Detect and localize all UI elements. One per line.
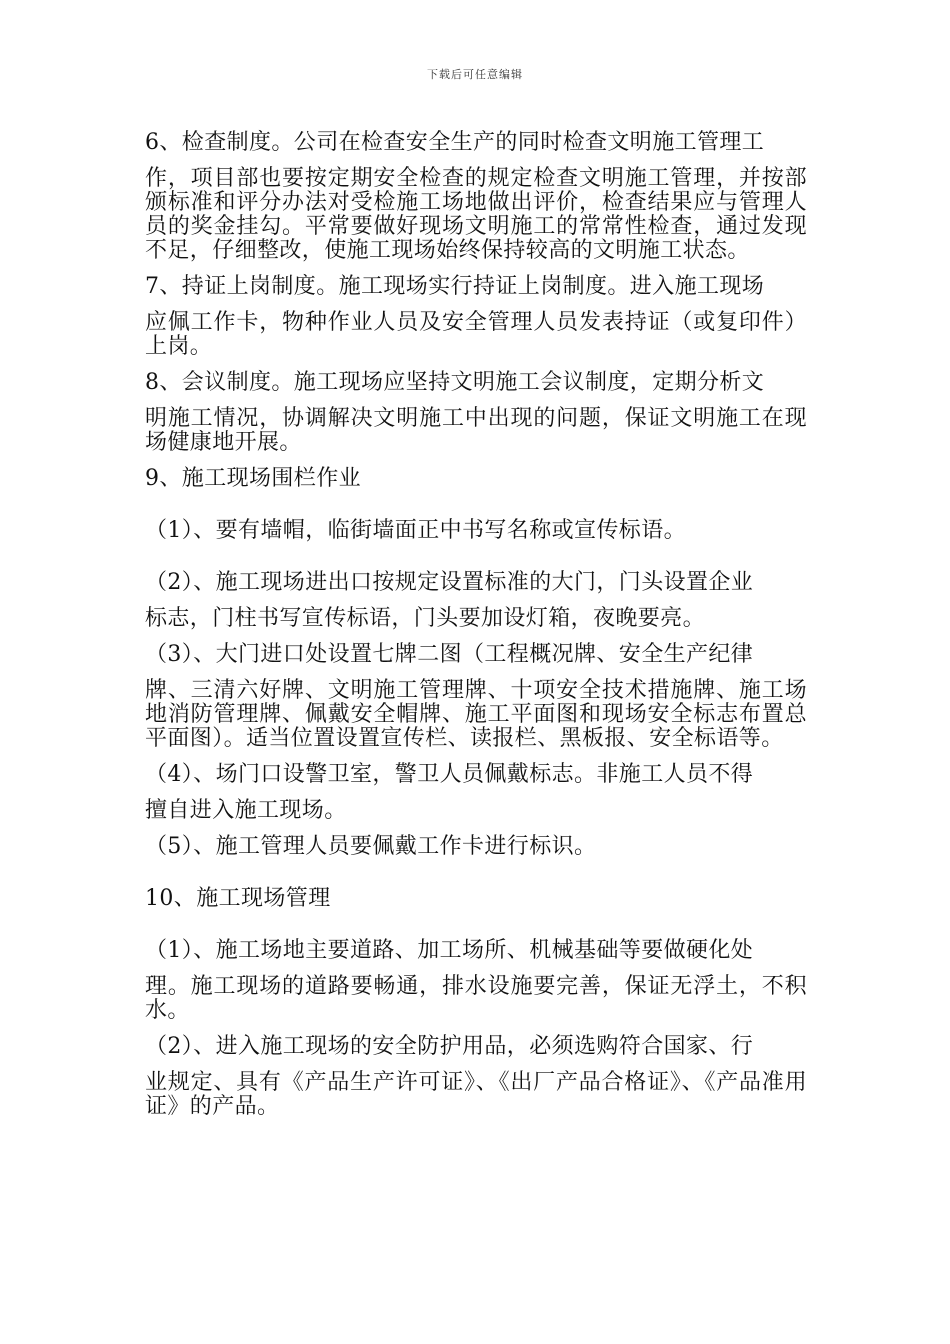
paragraph-first-line: （2）、进入施工现场的安全防护用品，必须选购符合国家、行 [145,1034,754,1059]
list-item-fence-4 [145,763,807,823]
paragraph-body: 牌、三清六好牌、文明施工管理牌、十项安全技术措施牌、施工场地消防管理牌、佩戴安全帽牌、施工平面图和现场安全标志布置总平面图）。适当位置设置宣传栏、读报栏、黑板报、安全标语等。 [145,678,807,751]
paragraph-first-line: 6、检查制度。公司在检查安全生产的同时检查文明施工管理工 [145,130,765,155]
paragraph-body: 业规定、具有《产品生产许可证》、《出厂产品合格证》、《产品准用证》的产品。 [145,1070,807,1119]
paragraph-first-line: （1）、施工场地主要道路、加工场所、机械基础等要做硬化处 [145,938,754,963]
paragraph-first-line: 7、持证上岗制度。施工现场实行持证上岗制度。进入施工现场 [145,274,765,299]
page-header: 下载后可任意编辑 [427,68,523,81]
list-item-site-1 [145,939,807,1023]
paragraph-first-line: 8、会议制度。施工现场应坚持文明施工会议制度，定期分析文 [145,370,765,395]
paragraph-first-line: （5）、施工管理人员要佩戴工作卡进行标识。 [145,834,597,859]
list-item-fence-1 [145,519,807,543]
section-heading-site-management [145,887,807,911]
paragraph-first-line: （4）、场门口设警卫室，警卫人员佩戴标志。非施工人员不得 [145,762,754,787]
paragraph-certification-system [145,275,807,359]
paragraph-first-line: （3）、大门进口处设置七牌二图（工程概况牌、安全生产纪律 [145,642,754,667]
list-item-site-2 [145,1035,807,1119]
paragraph-inspection-system [145,131,807,263]
paragraph-first-line: 10、施工现场管理 [145,886,331,911]
list-item-fence-3 [145,643,807,751]
paragraph-body: 明施工情况，协调解决文明施工中出现的问题，保证文明施工在现场健康地开展。 [145,406,807,455]
paragraph-body: 理。施工现场的道路要畅通，排水设施要完善，保证无浮土，不积水。 [145,974,807,1023]
paragraph-body: 擅自进入施工现场。 [145,798,347,823]
document-body [145,131,807,1119]
paragraph-first-line: （2）、施工现场进出口按规定设置标准的大门，门头设置企业 [145,570,754,595]
paragraph-body: 标志，门柱书写宣传标语，门头要加设灯箱，夜晚要亮。 [145,606,706,631]
section-heading-fence [145,467,807,491]
paragraph-first-line: （1）、要有墙帽，临街墙面正中书写名称或宣传标语。 [145,518,686,543]
paragraph-first-line: 9、施工现场围栏作业 [145,466,361,491]
paragraph-meeting-system [145,371,807,455]
paragraph-body: 应佩工作卡，物种作业人员及安全管理人员发表持证（或复印件）上岗。 [145,310,807,359]
list-item-fence-5 [145,835,807,859]
list-item-fence-2 [145,571,807,631]
paragraph-body: 作，项目部也要按定期安全检查的规定检查文明施工管理，并按部颁标准和评分办法对受检施工场地做出评价，检查结果应与管理人员的奖金挂勾。平常要做好现场文明施工的常常性检查，通过发现不足，仔细整改，使施工现场始终保持较高的文明施工状态。 [145,166,807,263]
